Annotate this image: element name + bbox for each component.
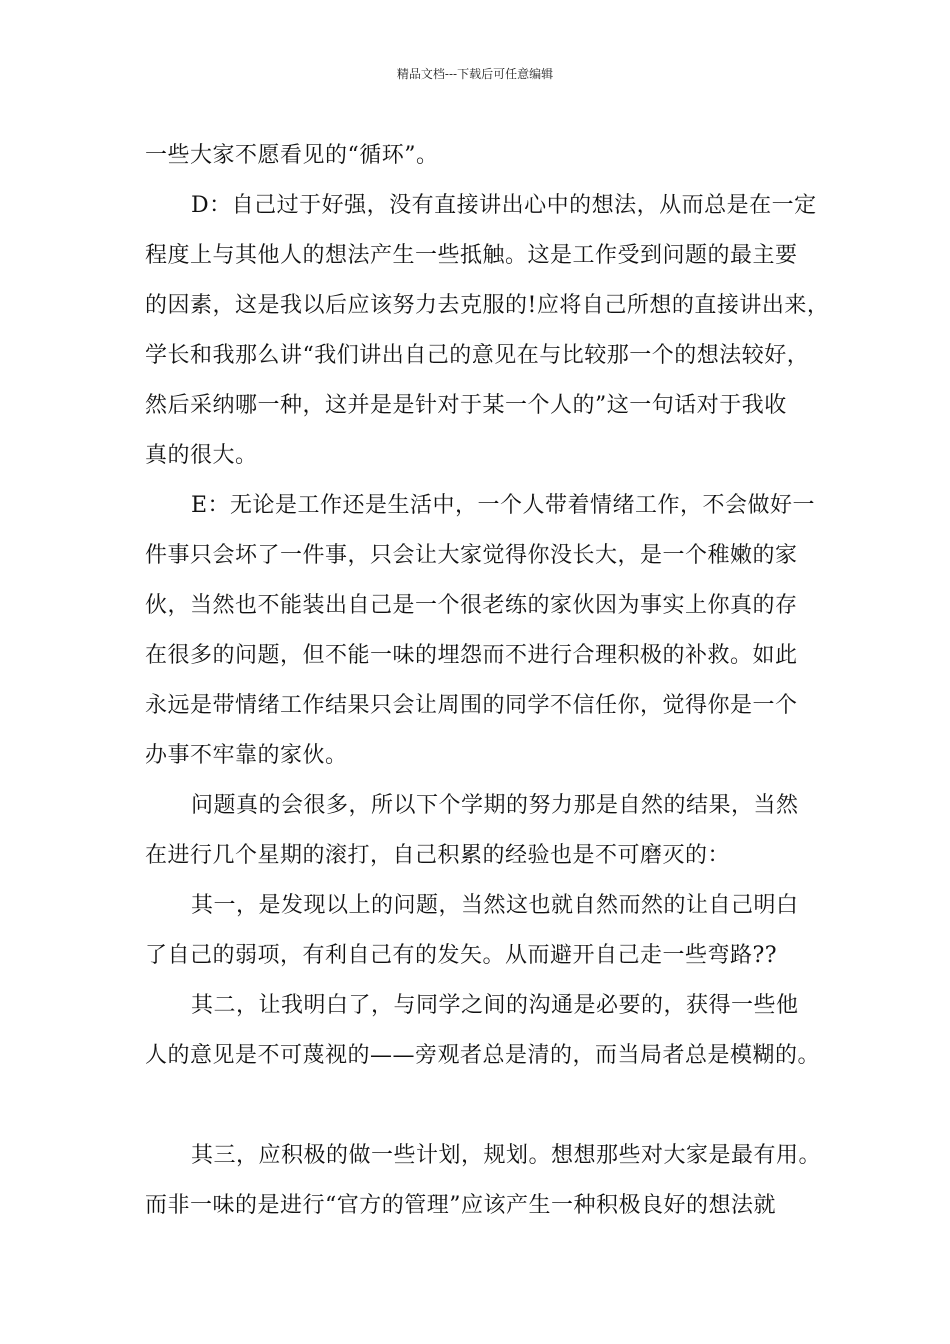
- text-line: 而非一味的是进行“官方的管理”应该产生一种积极良好的想法就: [145, 1193, 776, 1218]
- paragraph-third-start: 其三，应积极的做一些计划，规划。想想那些对大家是最有用。: [191, 1143, 822, 1168]
- text-line: 在进行几个星期的滚打，自己积累的经验也是不可磨灭的：: [145, 843, 731, 868]
- paragraph-first-start: 其一，是发现以上的问题，当然这也就自然而然的让自己明白: [191, 893, 799, 918]
- paragraph-e-start: E：无论是工作还是生活中，一个人带着情绪工作，不会做好一: [191, 493, 816, 518]
- text-line: 然后采纳哪一种，这并是是针对于某一个人的”这一句话对于我收: [145, 393, 787, 418]
- text-line: 件事只会坏了一件事，只会让大家觉得你没长大，是一个稚嫩的家: [145, 543, 798, 568]
- text-line: 在很多的问题，但不能一味的埋怨而不进行合理积极的补救。如此: [145, 643, 798, 668]
- text-line: 办事不牢靠的家伙。: [145, 743, 348, 768]
- text-line: 一些大家不愿看见的“循环”。: [145, 143, 439, 168]
- text-line: 真的很大。: [145, 443, 258, 468]
- text-line: 了自己的弱项，有利自己有的发矢。从而避开自己走一些弯路??: [145, 943, 778, 968]
- paragraph-d-start: D：自己过于好强，没有直接讲出心中的想法，从而总是在一定: [191, 193, 817, 218]
- page-header: 精品文档---下载后可任意编辑: [396, 67, 554, 81]
- document-body: [145, 131, 830, 1231]
- text-line: 伙，当然也不能装出自己是一个很老练的家伙因为事实上你真的存: [145, 593, 798, 618]
- text-line: 程度上与其他人的想法产生一些抵触。这是工作受到问题的最主要: [145, 243, 798, 268]
- text-line: 人的意见是不可蔑视的——旁观者总是清的，而当局者总是模糊的。: [145, 1043, 821, 1068]
- text-line: 学长和我那么讲“我们讲出自己的意见在与比较那一个的想法较好，: [145, 343, 810, 368]
- paragraph-second-start: 其二，让我明白了，与同学之间的沟通是必要的，获得一些他: [191, 993, 799, 1018]
- paragraph-gap: [145, 1081, 810, 1131]
- paragraph-problems-start: 问题真的会很多，所以下个学期的努力那是自然的结果，当然: [191, 793, 799, 818]
- text-line: 的因素，这是我以后应该努力去克服的!应将自己所想的直接讲出来，: [145, 293, 830, 318]
- text-line: 永远是带情绪工作结果只会让周围的同学不信任你，觉得你是一个: [145, 693, 798, 718]
